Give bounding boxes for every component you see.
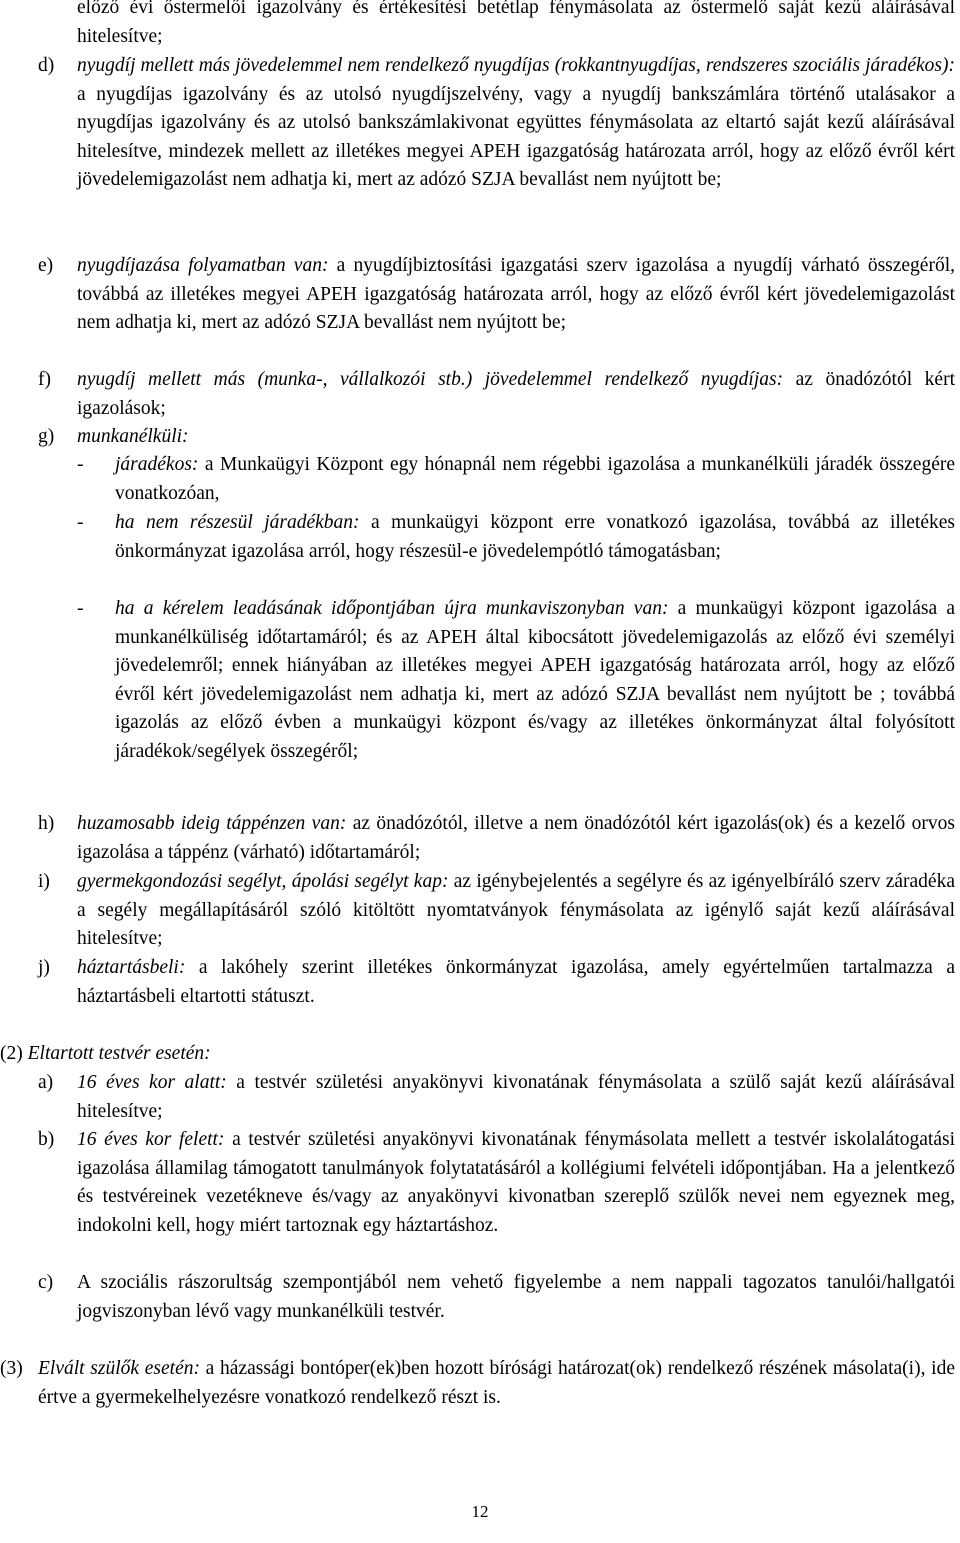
list-item-text: nyugdíj mellett más (munka-, vállalkozói stb.) jövedelemmel rendelkező nyugdíjas: az önadózótól kért igazolások; (77, 369, 956, 419)
list-item-text: nyugdíj mellett más jövedelemmel nem rendelkező nyugdíjas (rokkantnyugdíjas, rendszeres szociális járadékos): a nyugdíjas igazolvány és az utolsó nyugdíjszelvény, vagy a nyugdíj bankszámlára történő utalásakor a nyugdíjas igazolvány és az utolsó bankszámlakivonat együttes fénymásolata az eltartó saját kezű aláírásával hitelesítve, mindezek mellett az illetékes megyei APEH igazgatóság határozata arról, hogy az előző évről kért jövedelemigazolást nem adhatja ki, mert az adózó SZJA bevallást nem nyújtott be; (77, 55, 955, 191)
list-item-text: munkanélküli: (77, 426, 189, 447)
section-2-title: Eltartott testvér esetén: (27, 1043, 211, 1064)
list-item-label: c) (38, 1272, 54, 1293)
list-item-text: 16 éves kor felett: a testvér születési anyakönyvi kivonatának fénymásolata mellett a testvér iskolalátogatási igazolása államilag támogatott tanulmányok folytatatásáról a kollégiumi felvételi időpontjában. Ha a jelentkező és testvéreinek vezetékneve és/vagy az anyakönyvi kivonatban szereplő szülők nevei nem egyeznek meg, indokolni kell, hogy miért tartoznak egy háztartáshoz. (77, 1129, 955, 1236)
list-item-label: d) (38, 55, 55, 76)
continuation-paragraph: előző évi őstermelői igazolvány és értékesítési betétlap fénymásolata az őstermelő saját kezű aláírásával hitelesítve; (77, 0, 955, 47)
sub-item-text: ha nem részesül járadékban: a munkaügyi központ erre vonatkozó igazolása, továbbá az illetékes önkormányzat igazolása arról, hogy részesül-e jövedelempótló támogatásban; (115, 512, 955, 562)
section-3-text: Elvált szülők esetén: a házassági bontóper(ek)ben hozott bírósági határozat(ok) rendelkező részének másolata(i), ide értve a gyermekelhelyezésre vonatkozó rendelkező részt is. (38, 1358, 955, 1408)
list-item-label: h) (38, 813, 55, 834)
sub-item-dash: - (77, 512, 84, 533)
section-3-label: (3) (0, 1358, 23, 1379)
list-item-label: a) (38, 1072, 54, 1093)
section-2-heading (0, 1040, 955, 1069)
list-item-text: A szociális rászorultság szempontjából nem vehető figyelembe a nem nappali tagozatos tanulói/hallgatói jogviszonyban lévő vagy munkanélküli testvér. (77, 1272, 955, 1322)
sub-item-text: ha a kérelem leadásának időpontjában újra munkaviszonyban van: a munkaügyi központ igazolása a munkanélküliség időtartamáról; és az APEH által kibocsátott jövedelemigazolás az előző évi személyi jövedelemről; ennek hiányában az illetékes megyei APEH igazgatóság határozata arról, hogy az előző évről kért jövedelemigazolást nem adhatja ki, mert az adózó SZJA bevallást nem nyújtott be ; továbbá igazolás az előző évben a munkaügyi központ és/vagy az illetékes önkormányzat által folyósított járadékok/segélyek összegéről; (115, 598, 956, 762)
list-item-label: i) (38, 871, 50, 892)
list-item-text: gyermekgondozási segélyt, ápolási segélyt kap: az igénybejelentés a segélyre és az igényelbíráló szerv záradéka a segély megállapításáról szóló kitöltött nyomtatványok fénymásolata az igénylő saját kezű aláírásával hitelesítve; (77, 871, 955, 950)
list-item-label: j) (38, 957, 50, 978)
list-item-text: háztartásbeli: a lakóhely szerint illetékes önkormányzat igazolása, amely egyértelműen tartalmazza a háztartásbeli eltartotti státuszt. (77, 957, 955, 1007)
sub-item-dash: - (77, 598, 84, 619)
section-2-label: (2) (0, 1043, 23, 1064)
list-item-label: f) (38, 369, 51, 390)
sub-item-dash: - (77, 454, 84, 475)
list-item-label: e) (38, 255, 54, 276)
page-number: 12 (471, 1502, 489, 1521)
sub-item-text: járadékos: a Munkaügyi Központ egy hónapnál nem régebbi igazolása a munkanélküli járadék összegére vonatkozóan, (115, 454, 955, 504)
list-item-label: g) (38, 426, 55, 447)
list-item-text: huzamosabb ideig táppénzen van: az önadózótól, illetve a nem önadózótól kért igazolás(ok) és a kezelő orvos igazolása a táppénz (várható) időtartamáról; (77, 813, 955, 863)
list-item-text: nyugdíjazása folyamatban van: a nyugdíjbiztosítási igazgatási szerv igazolása a nyugdíj várható összegéről, továbbá az illetékes megyei APEH igazgatóság határozata arról, hogy az előző évről kért jövedelemigazolást nem adhatja ki, mert az adózó SZJA bevallást nem nyújtott be; (77, 255, 955, 334)
list-item-label: b) (38, 1129, 55, 1150)
list-item-text: 16 éves kor alatt: a testvér születési anyakönyvi kivonatának fénymásolata a szülő saját kezű aláírásával hitelesítve; (77, 1072, 956, 1122)
